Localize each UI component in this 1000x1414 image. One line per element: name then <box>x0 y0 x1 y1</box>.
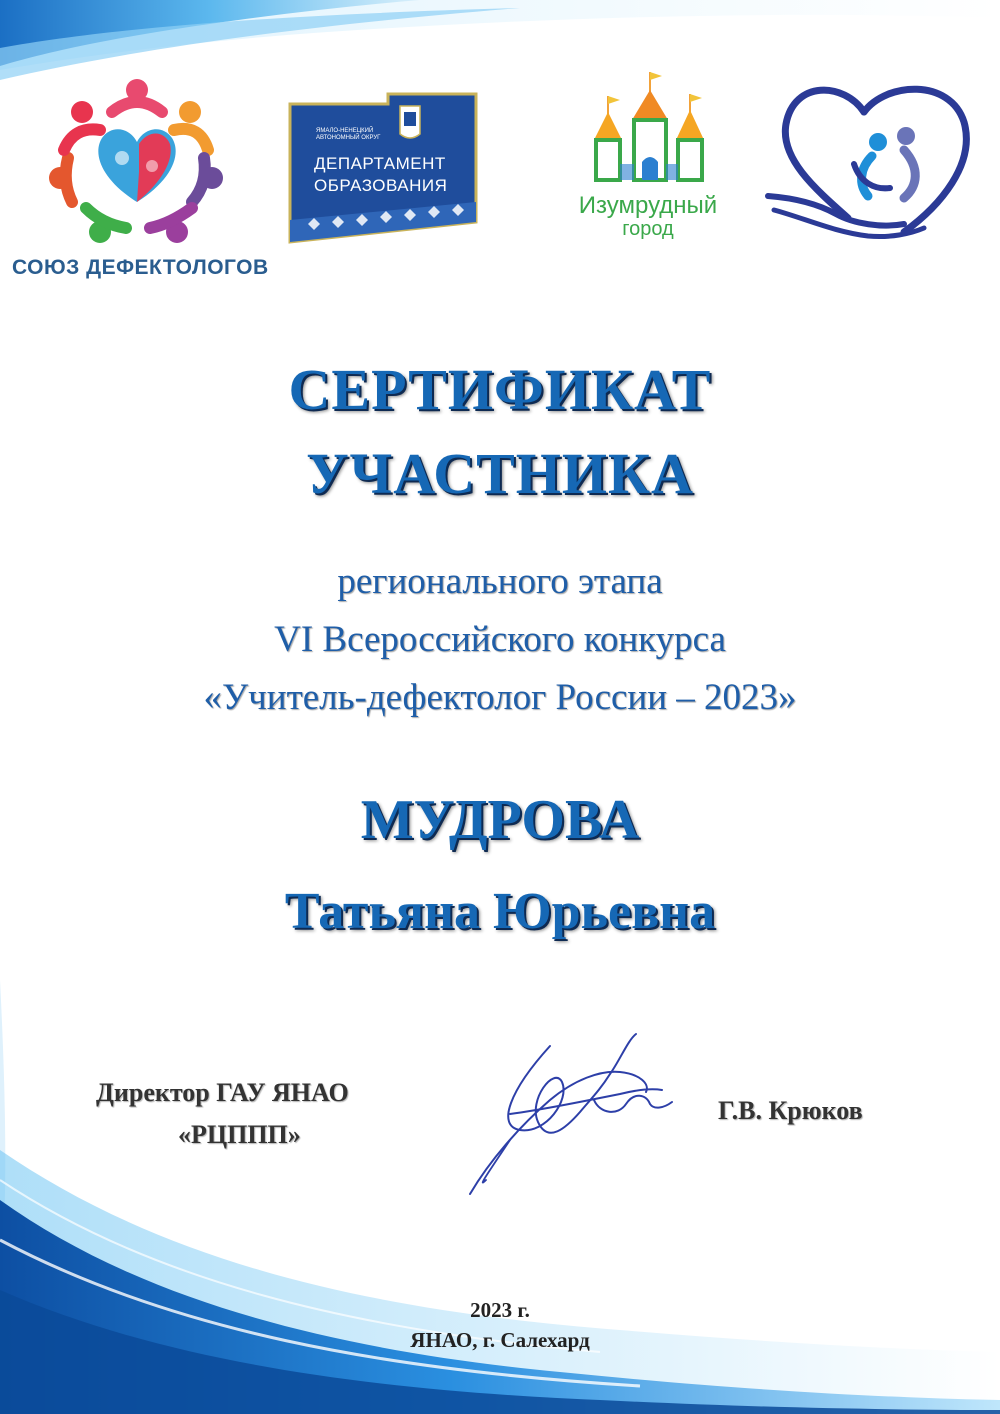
footer-year: 2023 г. <box>470 1298 530 1322</box>
emerald-city-line2: город <box>622 218 674 240</box>
participant-surname: МУДРОВА <box>360 789 640 851</box>
footer-place: ЯНАО, г. Салехард <box>410 1328 590 1352</box>
department-line2: ОБРАЗОВАНИЯ <box>314 176 448 195</box>
union-logo-caption: СОЮЗ ДЕФЕКТОЛОГОВ <box>12 256 269 279</box>
signatory-name: Г.В. Крюков <box>718 1096 863 1125</box>
union-logo-icon <box>42 72 232 252</box>
department-small-text: ЯМАЛО-НЕНЕЦКИЙ АВТОНОМНЫЙ ОКРУГ <box>316 128 381 142</box>
participant-given-names: Татьяна Юрьевна <box>284 883 716 940</box>
care-heart-hand-icon <box>764 78 974 248</box>
department-line1: ДЕПАРТАМЕНТ <box>314 154 446 173</box>
department-logo <box>288 92 478 244</box>
certificate-title-line1: СЕРТИФИКАТ <box>288 357 712 422</box>
castle-icon <box>560 68 740 198</box>
description-line3: «Учитель-дефектолог России – 2023» <box>203 677 797 718</box>
certificate-title-line2: УЧАСТНИКА <box>306 441 694 506</box>
description-line2: VI Всероссийского конкурса <box>274 619 726 660</box>
emerald-city-logo <box>560 68 740 248</box>
handwritten-signature-icon <box>450 1030 680 1205</box>
signatory-position-line2: «РЦППП» <box>178 1120 301 1149</box>
emerald-city-line1: Изумрудный <box>578 192 718 219</box>
description-line1: регионального этапа <box>337 561 663 602</box>
signatory-position-line1: Директор ГАУ ЯНАО <box>96 1078 349 1107</box>
